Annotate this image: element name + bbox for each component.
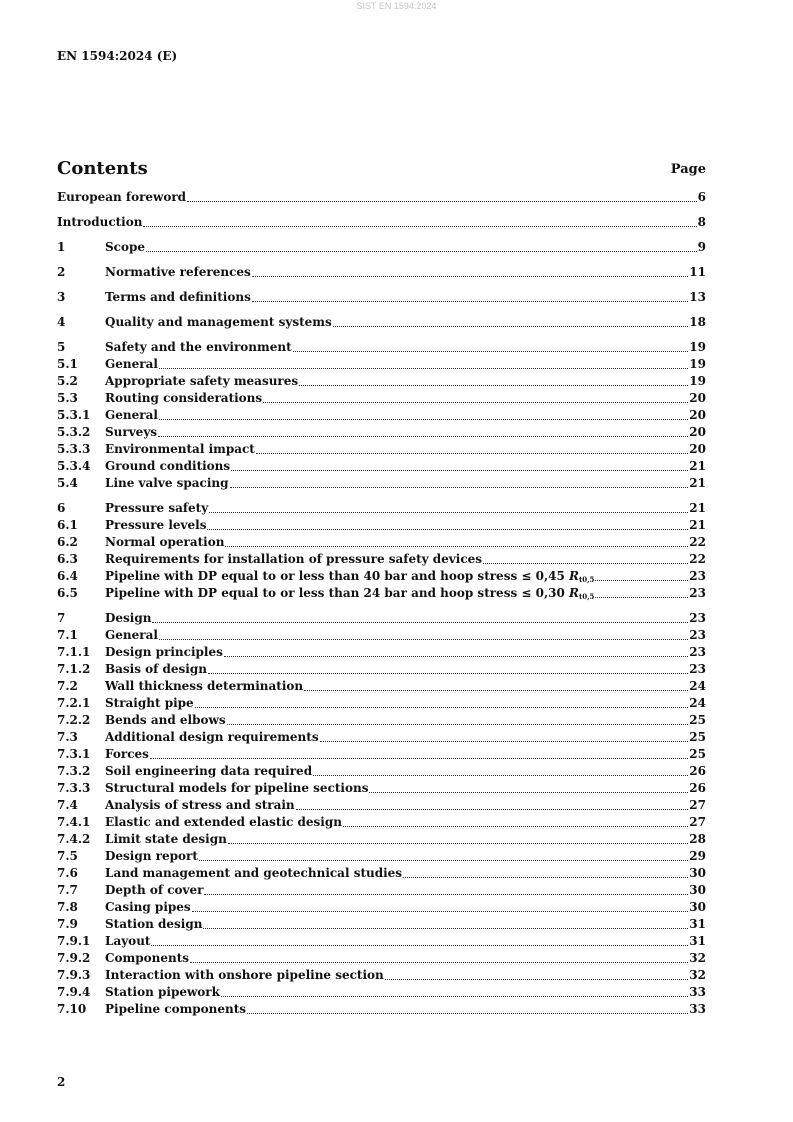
toc-entry[interactable]: [57, 289, 706, 306]
toc-entry-title: Straight pipe: [105, 696, 194, 710]
formula-subscript: t0,5: [579, 575, 595, 584]
toc-entry-page: 23: [689, 645, 706, 659]
page-number: 2: [57, 1075, 66, 1089]
toc-entry-number: 7.4.2: [57, 832, 91, 846]
toc-entry-page: 13: [689, 290, 706, 304]
toc-entry[interactable]: [57, 373, 706, 390]
toc-entry-title: Appropriate safety measures: [105, 374, 299, 388]
page-column-label: Page: [670, 162, 706, 177]
toc-entry[interactable]: [57, 899, 706, 916]
toc-entry-number: 7.1.2: [57, 662, 91, 676]
toc-entry[interactable]: [57, 1001, 706, 1018]
dot-leader: [209, 512, 688, 513]
toc-entry[interactable]: [57, 627, 706, 644]
table-of-contents: [57, 189, 706, 1018]
toc-entry-title: Design: [105, 611, 152, 625]
dot-leader: [313, 775, 688, 776]
toc-entry-page: 19: [689, 340, 706, 354]
dot-leader: [299, 385, 688, 386]
toc-entry[interactable]: [57, 239, 706, 256]
toc-entry-number: 7.9: [57, 917, 78, 931]
toc-entry-page: 29: [689, 849, 706, 863]
toc-entry[interactable]: [57, 933, 706, 950]
toc-entry-title: Normative references: [105, 265, 251, 279]
toc-entry-title: Pipeline with DP equal to or less than 24 bar and hoop stress ≤ 0,30 $R_{t0,5}$: [105, 586, 595, 601]
toc-entry-page: 25: [689, 713, 706, 727]
toc-entry-page: 23: [689, 611, 706, 625]
dot-leader: [203, 928, 688, 929]
toc-entry-title: General: [105, 357, 158, 371]
toc-entry-page: 6: [697, 190, 706, 204]
toc-entry[interactable]: [57, 500, 706, 517]
document-id: EN 1594:2024 (E): [57, 49, 178, 63]
toc-entry[interactable]: [57, 517, 706, 534]
toc-entry[interactable]: [57, 475, 706, 492]
toc-entry-title: Additional design requirements: [105, 730, 319, 744]
toc-entry-page: 31: [689, 917, 706, 931]
toc-entry-title: Structural models for pipeline sections: [105, 781, 369, 795]
toc-entry-title: Design principles: [105, 645, 223, 659]
toc-entry-number: 7.1: [57, 628, 78, 642]
toc-entry[interactable]: [57, 568, 706, 585]
toc-entry-title: Surveys: [105, 425, 158, 439]
toc-entry-title: Design report: [105, 849, 198, 863]
toc-entry-page: 9: [697, 240, 706, 254]
toc-entry[interactable]: [57, 585, 706, 602]
toc-entry-title: Normal operation: [105, 535, 225, 549]
toc-entry[interactable]: [57, 339, 706, 356]
toc-entry[interactable]: [57, 407, 706, 424]
toc-entry[interactable]: [57, 214, 706, 231]
toc-entry-number: 7.2.2: [57, 713, 91, 727]
dot-leader: [227, 724, 689, 725]
dot-leader: [252, 301, 688, 302]
contents-header: [57, 158, 706, 182]
toc-entry-number: 7.4: [57, 798, 78, 812]
toc-entry-title: Introduction: [57, 215, 143, 229]
toc-entry[interactable]: [57, 534, 706, 551]
toc-entry[interactable]: [57, 314, 706, 331]
dot-leader: [231, 470, 688, 471]
toc-entry-number: 5.3: [57, 391, 78, 405]
toc-entry-title: Terms and definitions: [105, 290, 251, 304]
toc-entry-number: 5.4: [57, 476, 78, 490]
toc-entry-page: 30: [689, 866, 706, 880]
toc-entry[interactable]: [57, 441, 706, 458]
dot-leader: [296, 809, 689, 810]
toc-entry-number: 7.2: [57, 679, 78, 693]
formula-symbol: R: [569, 569, 579, 583]
toc-entry-number: 7.9.1: [57, 934, 91, 948]
toc-entry-page: 23: [689, 569, 706, 583]
toc-entry-page: 26: [689, 764, 706, 778]
toc-entry-title: Land management and geotechnical studies: [105, 866, 403, 880]
dot-leader: [320, 741, 689, 742]
toc-entry-page: 33: [689, 985, 706, 999]
toc-entry-number: 7.3.2: [57, 764, 91, 778]
dot-leader: [195, 707, 689, 708]
dot-leader: [159, 368, 688, 369]
dot-leader: [152, 622, 688, 623]
toc-entry-title: Layout: [105, 934, 151, 948]
dot-leader: [256, 453, 688, 454]
toc-entry-number: 5.3.4: [57, 459, 91, 473]
toc-entry[interactable]: [57, 780, 706, 797]
toc-entry-page: 21: [689, 518, 706, 532]
formula-symbol: R: [569, 586, 579, 600]
toc-entry-page: 20: [689, 425, 706, 439]
dot-leader: [293, 351, 689, 352]
dot-leader: [187, 201, 697, 202]
toc-entry[interactable]: [57, 882, 706, 899]
toc-entry-title: Line valve spacing: [105, 476, 229, 490]
toc-entry[interactable]: [57, 610, 706, 627]
toc-entry-number: 5.3.2: [57, 425, 91, 439]
toc-entry-number: 2: [57, 265, 66, 279]
toc-entry[interactable]: [57, 950, 706, 967]
toc-entry-title: Routing considerations: [105, 391, 263, 405]
toc-entry[interactable]: [57, 551, 706, 568]
dot-leader: [159, 419, 688, 420]
dot-leader: [192, 911, 689, 912]
toc-entry-number: 4: [57, 315, 66, 329]
dot-leader: [343, 826, 688, 827]
dot-leader: [159, 639, 688, 640]
dot-leader: [252, 276, 689, 277]
toc-entry[interactable]: [57, 729, 706, 746]
toc-entry-title: Pipeline with DP equal to or less than 40 bar and hoop stress ≤ 0,45 $R_{t0,5}$: [105, 569, 595, 584]
dot-leader: [208, 673, 688, 674]
toc-entry-title: Environmental impact: [105, 442, 255, 456]
toc-entry-page: 23: [689, 628, 706, 642]
toc-entry-number: 7.3: [57, 730, 78, 744]
toc-entry[interactable]: [57, 695, 706, 712]
toc-entry-number: 6.4: [57, 569, 78, 583]
toc-entry-page: 20: [689, 391, 706, 405]
toc-entry[interactable]: [57, 712, 706, 729]
toc-entry-title: Elastic and extended elastic design: [105, 815, 342, 829]
toc-entry[interactable]: [57, 189, 706, 206]
dot-leader: [146, 251, 697, 252]
toc-entry-page: 19: [689, 357, 706, 371]
toc-entry-page: 33: [689, 1002, 706, 1016]
toc-entry-number: 6.2: [57, 535, 78, 549]
toc-entry[interactable]: [57, 848, 706, 865]
toc-entry[interactable]: [57, 984, 706, 1001]
toc-entry-title: Ground conditions: [105, 459, 231, 473]
toc-entry-page: 26: [689, 781, 706, 795]
toc-entry[interactable]: [57, 763, 706, 780]
toc-entry-page: 23: [689, 586, 706, 600]
toc-entry-number: 6.5: [57, 586, 78, 600]
toc-entry-page: 28: [689, 832, 706, 846]
toc-entry-title: Soil engineering data required: [105, 764, 313, 778]
dot-leader: [385, 979, 689, 980]
toc-entry-page: 24: [689, 679, 706, 693]
toc-entry-page: 30: [689, 883, 706, 897]
toc-entry-page: 24: [689, 696, 706, 710]
dot-leader: [228, 843, 688, 844]
toc-entry-title: Quality and management systems: [105, 315, 332, 329]
toc-entry-number: 7.1.1: [57, 645, 91, 659]
dot-leader: [224, 656, 688, 657]
toc-entry-number: 7.2.1: [57, 696, 91, 710]
formula-subscript: t0,5: [579, 592, 595, 601]
toc-entry-page: 22: [689, 535, 706, 549]
toc-entry-number: 5.3.3: [57, 442, 91, 456]
toc-entry[interactable]: [57, 865, 706, 882]
toc-entry-page: 25: [689, 730, 706, 744]
toc-entry-title: Depth of cover: [105, 883, 204, 897]
toc-entry-page: 22: [689, 552, 706, 566]
dot-leader: [483, 563, 688, 564]
toc-entry-title: Requirements for installation of pressure safety devices: [105, 552, 483, 566]
toc-entry-number: 6.3: [57, 552, 78, 566]
toc-entry-title: Analysis of stress and strain: [105, 798, 295, 812]
toc-entry-number: 5: [57, 340, 66, 354]
toc-entry-title: Pressure safety: [105, 501, 209, 515]
dot-leader: [158, 436, 688, 437]
toc-entry-page: 23: [689, 662, 706, 676]
dot-leader: [595, 597, 688, 598]
toc-entry[interactable]: [57, 390, 706, 407]
toc-entry[interactable]: [57, 424, 706, 441]
toc-entry[interactable]: [57, 644, 706, 661]
toc-entry[interactable]: [57, 967, 706, 984]
toc-entry-title: Pressure levels: [105, 518, 207, 532]
toc-entry[interactable]: [57, 814, 706, 831]
toc-entry[interactable]: [57, 264, 706, 281]
toc-entry-page: 32: [689, 968, 706, 982]
dot-leader: [369, 792, 688, 793]
toc-entry[interactable]: [57, 746, 706, 763]
dot-leader: [150, 758, 688, 759]
toc-entry-number: 7.3.1: [57, 747, 91, 761]
toc-entry[interactable]: [57, 661, 706, 678]
toc-entry-number: 7.4.1: [57, 815, 91, 829]
toc-entry-page: 32: [689, 951, 706, 965]
toc-entry-title: Scope: [105, 240, 146, 254]
toc-entry-number: 7.9.4: [57, 985, 91, 999]
toc-entry-title: Station design: [105, 917, 203, 931]
toc-entry-title: Forces: [105, 747, 149, 761]
toc-entry-page: 8: [697, 215, 706, 229]
toc-entry-number: 7.5: [57, 849, 78, 863]
toc-entry-page: 30: [689, 900, 706, 914]
toc-entry-title: General: [105, 408, 158, 422]
dot-leader: [225, 546, 688, 547]
toc-entry-title: Basis of design: [105, 662, 207, 676]
toc-entry-page: 21: [689, 459, 706, 473]
toc-entry-number: 7.6: [57, 866, 78, 880]
toc-entry[interactable]: [57, 678, 706, 695]
toc-entry[interactable]: [57, 458, 706, 475]
dot-leader: [204, 894, 688, 895]
toc-entry-page: 21: [689, 501, 706, 515]
toc-entry-page: 31: [689, 934, 706, 948]
toc-entry-page: 20: [689, 442, 706, 456]
dot-leader: [304, 690, 688, 691]
toc-entry-page: 18: [689, 315, 706, 329]
toc-entry-page: 27: [689, 798, 706, 812]
toc-entry-page: 27: [689, 815, 706, 829]
toc-entry-page: 11: [689, 265, 706, 279]
toc-entry-number: 7.9.3: [57, 968, 91, 982]
toc-entry-page: 20: [689, 408, 706, 422]
dot-leader: [151, 945, 688, 946]
toc-entry-number: 5.1: [57, 357, 78, 371]
toc-entry-title: Pipeline components: [105, 1002, 247, 1016]
dot-leader: [207, 529, 688, 530]
toc-entry-number: 5.2: [57, 374, 78, 388]
toc-entry-number: 1: [57, 240, 66, 254]
toc-entry-title: General: [105, 628, 158, 642]
toc-entry[interactable]: [57, 916, 706, 933]
toc-entry-title: Station pipework: [105, 985, 220, 999]
toc-entry-title: Casing pipes: [105, 900, 191, 914]
toc-entry-number: 7.3.3: [57, 781, 91, 795]
toc-entry-title: European foreword: [57, 190, 187, 204]
dot-leader: [595, 580, 688, 581]
toc-entry-title: Components: [105, 951, 190, 965]
dot-leader: [143, 226, 696, 227]
dot-leader: [190, 962, 688, 963]
toc-entry-number: 7: [57, 611, 66, 625]
dot-leader: [221, 996, 688, 997]
toc-entry-number: 7.10: [57, 1002, 87, 1016]
watermark: SIST EN 1594:2024: [356, 1, 437, 11]
toc-entry-title: Wall thickness determination: [105, 679, 304, 693]
toc-entry-number: 5.3.1: [57, 408, 91, 422]
toc-entry-number: 7.9.2: [57, 951, 91, 965]
toc-entry-title: Interaction with onshore pipeline section: [105, 968, 384, 982]
toc-entry[interactable]: [57, 797, 706, 814]
toc-entry-page: 21: [689, 476, 706, 490]
dot-leader: [230, 487, 689, 488]
dot-leader: [199, 860, 688, 861]
toc-entry-title: Limit state design: [105, 832, 227, 846]
toc-entry[interactable]: [57, 831, 706, 848]
toc-entry-number: 6.1: [57, 518, 78, 532]
toc-entry-number: 6: [57, 501, 66, 515]
toc-entry-title: Safety and the environment: [105, 340, 292, 354]
dot-leader: [333, 326, 689, 327]
toc-entry-page: 25: [689, 747, 706, 761]
dot-leader: [263, 402, 688, 403]
toc-entry-title: Bends and elbows: [105, 713, 226, 727]
toc-entry-page: 19: [689, 374, 706, 388]
dot-leader: [247, 1013, 688, 1014]
toc-entry[interactable]: [57, 356, 706, 373]
toc-entry-number: 7.8: [57, 900, 78, 914]
contents-title: Contents: [57, 158, 148, 179]
toc-entry-number: 7.7: [57, 883, 78, 897]
dot-leader: [403, 877, 688, 878]
toc-entry-number: 3: [57, 290, 66, 304]
